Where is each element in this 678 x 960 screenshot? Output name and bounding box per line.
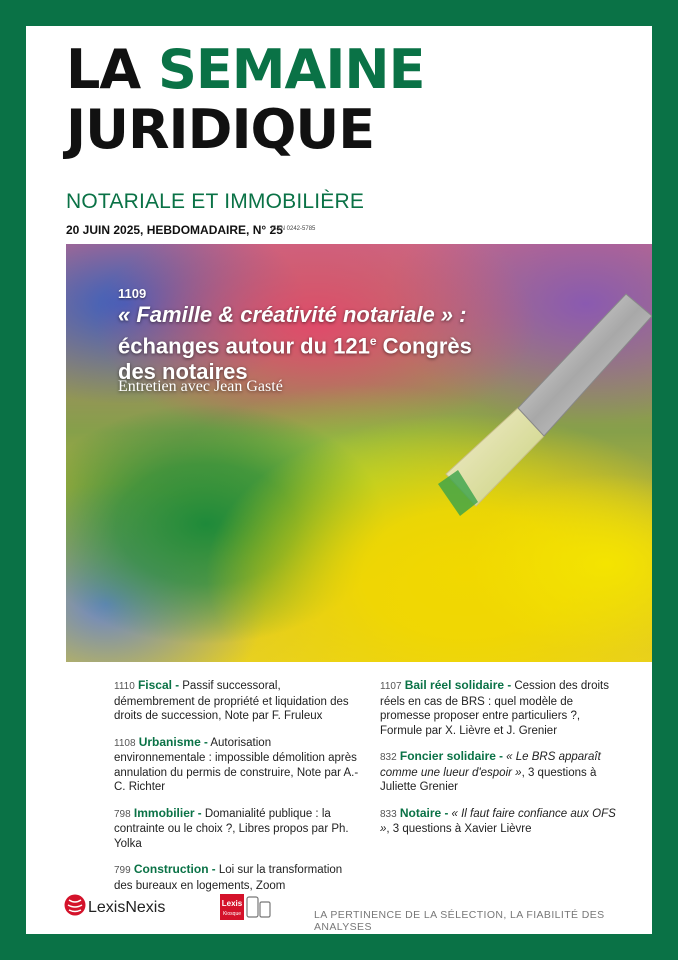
- item-text: Passif successoral, démembrement de propriété et liquidation des droits de succession, Note par F. Fruleux: [114, 680, 349, 722]
- feature-title-line2-pre: échanges autour du 121: [118, 333, 370, 359]
- feature-subtitle: Entretien avec Jean Gasté: [118, 378, 283, 395]
- feature-title-sup: e: [369, 334, 377, 348]
- item-rubric: Bail réel solidaire: [404, 678, 505, 692]
- lexisnexis-logo-icon: [64, 894, 86, 916]
- item-rubric: Urbanisme: [138, 734, 201, 749]
- summary-item[interactable]: 1108 Urbanisme - Autorisation environnementale : impossible démolition après annulation du permis de construire, Note par A.-C. Richter: [114, 734, 359, 793]
- feature-title-line2-post: Congrès: [376, 333, 472, 359]
- item-text: Loi sur la transformation des bureaux en logements, Zoom: [114, 864, 343, 892]
- tagline: LA PERTINENCE DE LA SÉLECTION, LA FIABILITÉ DES ANALYSES: [314, 909, 605, 933]
- summary-item[interactable]: 833 Notaire - « Il faut faire confiance aux OFS », 3 questions à Xavier Lièvre: [380, 805, 616, 835]
- item-rubric: Fiscal: [137, 678, 172, 692]
- summary-right-column: [380, 678, 625, 848]
- publisher-name: LexisNexis: [88, 899, 166, 916]
- item-rubric: Foncier solidaire: [399, 749, 496, 763]
- item-text: Cession des droits réels en cas de BRS : quel modèle de promesse proposer entre particuliers ?, Formule par X. Lièvre et J. Grenier: [380, 680, 609, 737]
- item-number: 799: [114, 865, 131, 876]
- kiosque-bottom: Kiosque: [222, 911, 242, 917]
- item-text: , 3 questions à Juliette Grenier: [380, 766, 597, 793]
- item-rubric: Notaire: [399, 805, 442, 820]
- cover-illustration: [66, 244, 652, 662]
- masthead-semaine: SEMAINE: [158, 38, 425, 101]
- item-number: 1110: [114, 681, 135, 692]
- issue-date: 20 JUIN 2025, HEBDOMADAIRE, N° 25: [66, 223, 283, 237]
- feature-title-line3: des notaires: [118, 359, 248, 385]
- summary-item[interactable]: 1107 Bail réel solidaire - Cession des droits réels en cas de BRS : quel modèle de promesse proposer entre particuliers ?, Formule par X. Lièvre et J. Grenier: [380, 678, 609, 737]
- issn: ISSN 0242-5785: [271, 226, 316, 232]
- masthead-juridique: JURIDIQUE: [66, 98, 375, 161]
- summary-item[interactable]: 1110 Fiscal - Passif successoral, démembrement de propriété et liquidation des droits de succession, Note par F. Fruleux: [114, 678, 349, 722]
- item-rubric: Construction: [133, 862, 209, 876]
- item-number: 833: [380, 808, 397, 820]
- item-text: , 3 questions à Xavier Lièvre: [386, 823, 532, 835]
- item-quote: « Le BRS apparaît comme une lueur d'espoir »: [380, 751, 601, 779]
- summary-item[interactable]: 799 Construction - Loi sur la transformation des bureaux en logements, Zoom: [114, 862, 343, 892]
- summary-item[interactable]: 832 Foncier solidaire - « Le BRS apparaît comme une lueur d'espoir », 3 questions à Juliette Grenier: [380, 749, 601, 793]
- edition-subtitle: NOTARIALE ET IMMOBILIÈRE: [66, 190, 365, 213]
- item-text: Autorisation environnementale : impossible démolition après annulation du permis de construire, Note par A.-C. Richter: [114, 736, 359, 793]
- item-number: 832: [380, 752, 397, 763]
- item-number: 1108: [114, 737, 136, 749]
- item-number: 1107: [380, 681, 402, 692]
- kiosque-top: Lexis: [221, 899, 243, 908]
- item-text: Domanialité publique : la contrainte ou le choix ?, Libres propos par Ph. Yolka: [114, 807, 349, 850]
- item-number: 798: [114, 808, 131, 820]
- feature-title-italic: « Famille & créativité notariale » :: [118, 302, 467, 327]
- feature-number: 1109: [118, 286, 147, 301]
- summary-item[interactable]: 798 Immobilier - Domanialité publique : la contrainte ou le choix ?, Libres propos par Ph. Yolka: [114, 805, 349, 850]
- summary-left-column: [114, 678, 359, 904]
- kiosque-logo-icon: [220, 894, 272, 920]
- item-quote: « Il faut faire confiance aux OFS »: [380, 807, 616, 835]
- cover-page: [26, 26, 652, 934]
- item-rubric: Immobilier: [133, 805, 195, 820]
- masthead-la: LA: [66, 38, 141, 101]
- masthead-line-1: [66, 40, 425, 100]
- feature-title: [118, 302, 588, 385]
